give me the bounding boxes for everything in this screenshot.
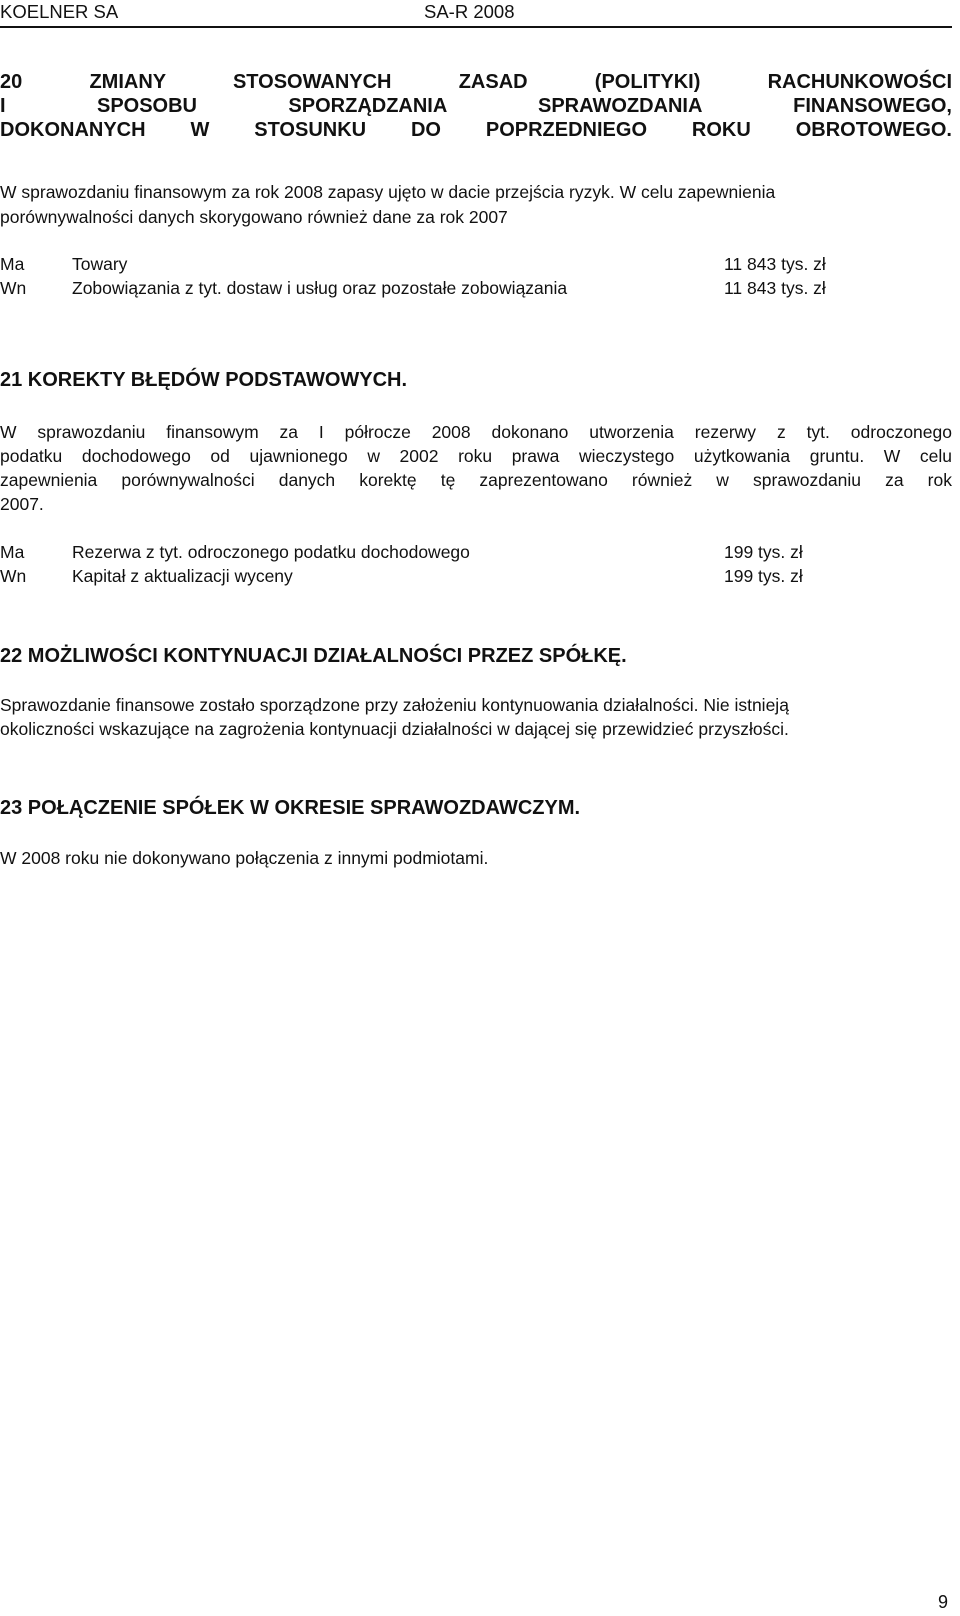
section-20-heading-line: I SPOSOBU SPORZĄDZANIA SPRAWOZDANIA FINANSOWEGO, bbox=[0, 95, 952, 117]
header-divider bbox=[0, 26, 952, 28]
section-23-paragraph: W 2008 roku nie dokonywano połączenia z innymi podmiotami. bbox=[0, 848, 489, 868]
entry-amount: 199 tys. zł bbox=[724, 542, 803, 562]
section-20-heading bbox=[0, 70, 952, 142]
section-22-paragraph-line: Sprawozdanie finansowe zostało sporządzone przy założeniu kontynuowania działalności. Nie istnieją bbox=[0, 695, 789, 715]
section-22-heading: 22 MOŻLIWOŚCI KONTYNUACJI DZIAŁALNOŚCI PRZEZ SPÓŁKĘ. bbox=[0, 645, 627, 667]
section-20-paragraph-line: W sprawozdaniu finansowym za rok 2008 zapasy ujęto w dacie przejścia ryzyk. W celu zapewnienia bbox=[0, 182, 776, 202]
entry-description: Rezerwa z tyt. odroczonego podatku dochodowego bbox=[72, 542, 470, 562]
page-number: 9 bbox=[938, 1592, 949, 1612]
section-21-paragraph-line: podatku dochodowego od ujawnionego w 2002 roku prawa wieczystego użytkowania gruntu. W celu bbox=[0, 446, 952, 466]
entry-code: Wn bbox=[0, 566, 27, 586]
section-20-heading-line: DOKONANYCH W STOSUNKU DO POPRZEDNIEGO ROKU OBROTOWEGO. bbox=[0, 119, 952, 141]
entry-amount: 11 843 tys. zł bbox=[724, 278, 826, 298]
section-21-paragraph bbox=[0, 420, 952, 516]
entry-amount: 199 tys. zł bbox=[724, 566, 803, 586]
entry-code: Wn bbox=[0, 278, 27, 298]
header-company: KOELNER SA bbox=[0, 1, 119, 22]
section-23-heading: 23 POŁĄCZENIE SPÓŁEK W OKRESIE SPRAWOZDAWCZYM. bbox=[0, 797, 581, 819]
entry-code: Ma bbox=[0, 542, 25, 562]
section-22-paragraph-line: okoliczności wskazujące na zagrożenia kontynuacji działalności w dającej się przewidzieć przyszłości. bbox=[0, 719, 789, 739]
section-20-paragraph-line: porównywalności danych skorygowano również dane za rok 2007 bbox=[0, 207, 508, 227]
section-20-heading-line: 20 ZMIANY STOSOWANYCH ZASAD (POLITYKI) RACHUNKOWOŚCI bbox=[0, 71, 952, 93]
section-20-entry-ma bbox=[0, 252, 952, 276]
section-21-entry-ma bbox=[0, 540, 952, 564]
section-20-entry-wn bbox=[0, 276, 952, 300]
entry-description: Zobowiązania z tyt. dostaw i usług oraz pozostałe zobowiązania bbox=[72, 278, 568, 298]
section-21-entry-wn bbox=[0, 564, 952, 588]
entry-description: Towary bbox=[72, 254, 128, 274]
section-21-paragraph-line: zapewnienia porównywalności danych korektę tę zaprezentowano również w sprawozdaniu za rok bbox=[0, 470, 952, 490]
entry-description: Kapitał z aktualizacji wyceny bbox=[72, 566, 293, 586]
header-report-id: SA-R 2008 bbox=[424, 1, 515, 22]
section-21-paragraph-line: W sprawozdaniu finansowym za I półrocze 2008 dokonano utworzenia rezerwy z tyt. odroczonego bbox=[0, 422, 952, 442]
section-21-paragraph-line: 2007. bbox=[0, 494, 44, 514]
entry-code: Ma bbox=[0, 254, 25, 274]
entry-amount: 11 843 tys. zł bbox=[724, 254, 826, 274]
section-21-heading: 21 KOREKTY BŁĘDÓW PODSTAWOWYCH. bbox=[0, 369, 408, 391]
